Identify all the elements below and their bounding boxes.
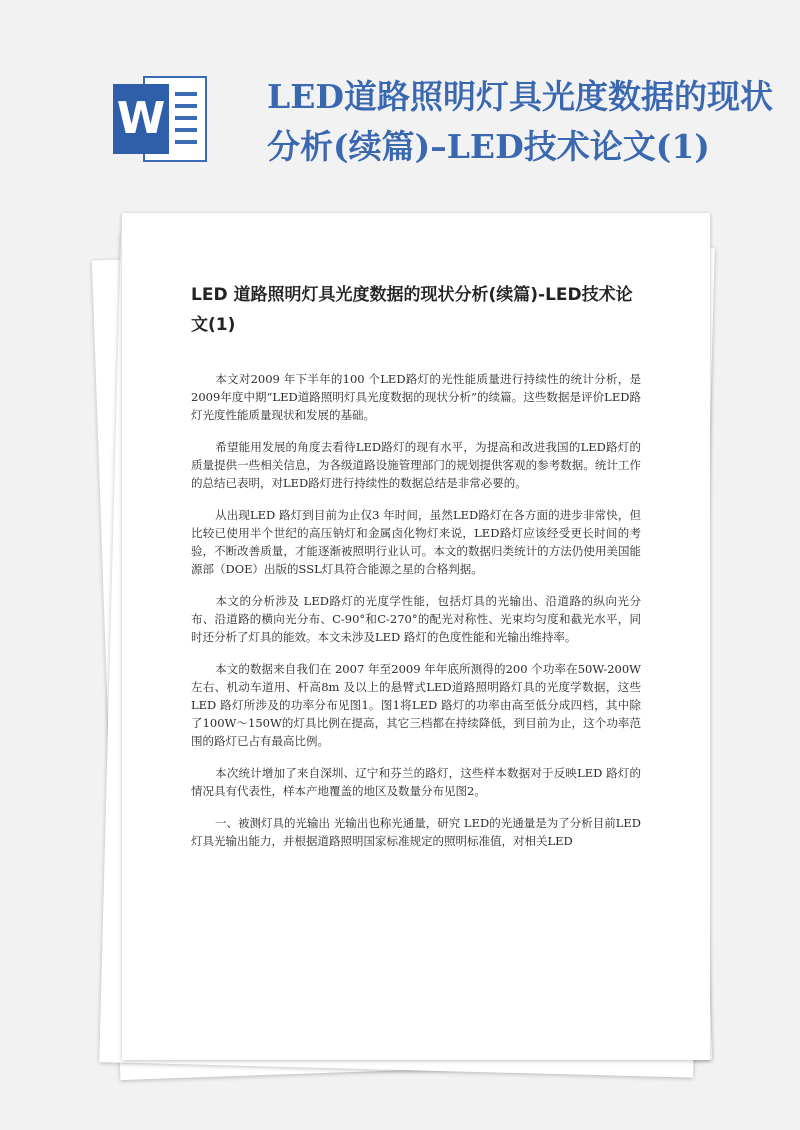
paragraph	[191, 370, 641, 424]
paragraph	[191, 438, 641, 492]
page-title: LED道路照明灯具光度数据的现状分析(续篇)–LED技术论文(1)	[267, 77, 773, 166]
word-letter-badge: W	[113, 84, 169, 154]
paragraph	[191, 506, 641, 578]
document-content	[191, 280, 641, 864]
paragraph	[191, 814, 641, 850]
paragraph	[191, 764, 641, 800]
header	[0, 0, 800, 210]
paragraph	[191, 660, 641, 750]
word-document-icon	[113, 70, 213, 170]
paragraph-text: 本文的分析涉及 LED路灯的光度学性能，包括灯具的光输出、沿道路的纵向光分布、沿道路的横向光分布、C-90°和C-270°的配光对称性、光束均匀度和截光水平，同时还分析了灯具的能效。本文未涉及LED 路灯的色度性能和光输出维持率。	[191, 594, 641, 644]
paragraph	[191, 592, 641, 646]
paragraph-text: 本次统计增加了来自深圳、辽宁和芬兰的路灯，这些样本数据对于反映LED 路灯的情况具有代表性，样本产地覆盖的地区及数量分布见图2。	[191, 766, 641, 798]
paragraph-text: 从出现LED 路灯到目前为止仅3 年时间，虽然LED路灯在各方面的进步非常快，但比较已使用半个世纪的高压钠灯和金属卤化物灯来说，LED路灯应该经受更长时间的考验，不断改善质量，才能逐渐被照明行业认可。本文的数据归类统计的方法仍使用美国能源部（DOE）出版的SSL灯具符合能源之星的合格判据。	[191, 508, 641, 576]
document-title: LED 道路照明灯具光度数据的现状分析(续篇)-LED技术论文(1)	[191, 285, 633, 335]
paragraph-text: 本文的数据来自我们在 2007 年至2009 年年底所测得的200 个功率在50W-200W 左右、机动车道用、杆高8m 及以上的悬臂式LED道路照明路灯具的光度学数据，这些LED 路灯所涉及的功率分布见图1。图1将LED 路灯的功率由高至低分成四档，其中除了100W～150W的灯具比例在提高，其它三档都在持续降低，到目前为止，这个功率范围的路灯已占有最高比例。	[191, 662, 641, 748]
paragraph-text: 本文对2009 年下半年的100 个LED路灯的光性能质量进行持续性的统计分析，是2009年度中期“LED道路照明灯具光度数据的现状分析”的续篇。这些数据是评价LED路灯光度性能质量现状和发展的基础。	[191, 372, 641, 422]
paragraph-text: 一、被测灯具的光输出 光输出也称光通量，研究 LED的光通量是为了分析目前LED灯具光输出能力，并根据道路照明国家标准规定的照明标准值，对相关LED	[191, 816, 641, 848]
paragraph-text: 希望能用发展的角度去看待LED路灯的现有水平，为提高和改进我国的LED路灯的质量提供一些相关信息，为各级道路设施管理部门的规划提供客观的参考数据。统计工作的总结已表明，对LED路灯进行持续性的数据总结是非常必要的。	[191, 440, 641, 490]
